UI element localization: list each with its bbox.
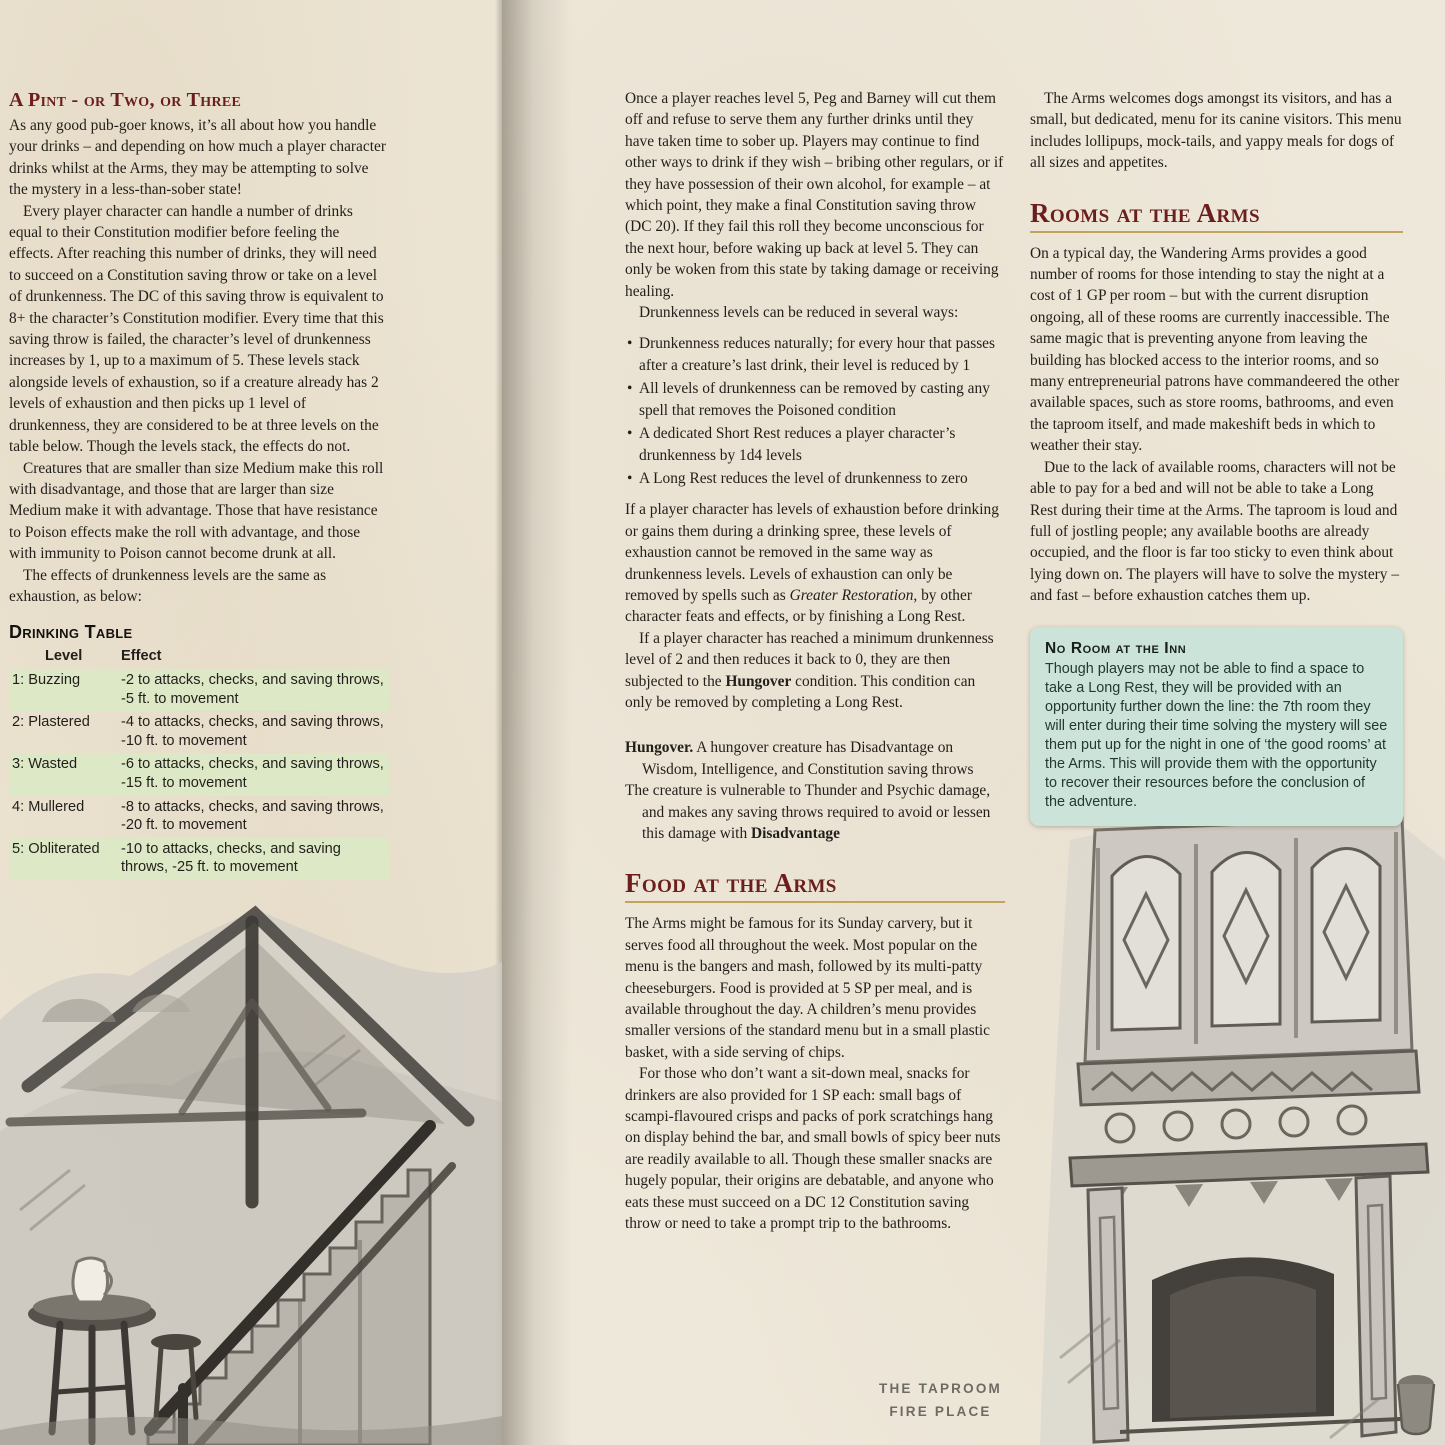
drinking-table-title: Drinking Table: [9, 622, 133, 643]
text-run: condition. This condition can only be removed by completing a Long Rest.: [625, 672, 976, 711]
heading-rooms-at-the-arms: Rooms at the Arms: [1030, 198, 1403, 233]
drinking-table: [9, 621, 387, 880]
callout-body: Though players may not be able to find a space to take a Long Rest, they will be provided with an opportunity further down the line: the 7th room they will enter during their time solving the mystery will see them put up for the night in one of ‘the good rooms’ at the Arms. This will provide them with the opportunity to recover their resources before the conclusion of the adventure.: [1045, 660, 1388, 810]
list-item: • Drunkenness reduces naturally; for every hour that passes after a creature’s last drink, their level is reduced by 1: [625, 333, 1005, 376]
table-row: [9, 796, 389, 838]
middle-column: [625, 88, 1005, 1235]
paragraph: The effects of drunkenness levels are the same as exhaustion, as below:: [9, 566, 327, 605]
caption-line: FIRE PLACE: [889, 1403, 992, 1419]
text-run: If a player character has reached a minimum drunkenness level of 2 and then reduces it back to 0, they are then subjected to the: [625, 629, 994, 690]
left-page: [0, 0, 502, 1445]
cell-effect: -10 to attacks, checks, and saving throws, -25 ft. to movement: [121, 840, 341, 876]
section-heading-a-pint: A Pint - or Two, or Three: [9, 89, 242, 111]
column-header-effect: Effect: [121, 648, 162, 665]
left-column: [9, 88, 387, 880]
cell-level: 4: Mullered: [12, 798, 85, 815]
list-item: • A dedicated Short Rest reduces a player character’s drunkenness by 1d4 levels: [625, 423, 1005, 466]
paragraph: On a typical day, the Wandering Arms provides a good number of rooms for those intending to stay the night at a cost of 1 GP per room – but with the current disruption ongoing, all of these rooms are currently inaccessible. The same magic that is preventing anyone from leaving the building has blocked access to the interior rooms, and so many entrepreneurial patrons have commandeered the other available spaces, such as store rooms, bathrooms, and even the taproom itself, and made makeshift beds in which to weather their stay.: [1030, 244, 1400, 455]
paragraph: Creatures that are smaller than size Medium make this roll with disadvantage, and those that are larger than size Medium make it with advantage. Those that have resistance to Poison effects make the roll with advantage, and those with immunity to Poison cannot become drunk at all.: [9, 459, 384, 563]
cell-effect: -4 to attacks, checks, and saving throws, -10 ft. to movement: [121, 714, 384, 749]
paragraph: As any good pub-goer knows, it’s all about how you handle your drinks – and depending on how much a player character drinks whilst at the Arms, they may be attempting to solve the mystery in a less-than-sober state!: [9, 117, 386, 199]
cell-level: 5: Obliterated: [12, 840, 100, 857]
disadvantage-bold: Disadvantage: [751, 825, 840, 842]
paragraph: For those who don’t want a sit-down meal, snacks for drinkers are also provided for 1 SP each: small bags of scampi-flavoured crisps and packs of pork scratchings hang on display behind the bar, and small bowls of spicy beer nuts are readily available to all. Though these smaller snacks are hugely popular, their origins are debatable, and anyone who eats these must succeed on a DC 12 Constitution saving throw or need to take a prompt trip to the bathrooms.: [625, 1065, 1001, 1233]
text-run: A hungover creature has Disadvantage on Wisdom, Intelligence, and Constitution saving throws: [642, 739, 974, 778]
cell-effect: -8 to attacks, checks, and saving throws, -20 ft. to movement: [121, 798, 384, 834]
cell-level: 3: Wasted: [12, 756, 78, 773]
paragraph: Drunkenness levels can be reduced in several ways:: [639, 304, 959, 322]
text-run: , by other character feats and effects, or by finishing a Long Rest.: [625, 586, 972, 626]
table-row: [9, 753, 389, 795]
no-room-at-the-inn-callout: [1030, 627, 1403, 826]
paragraph: The Arms welcomes dogs amongst its visitors, and has a small, but dedicated, menu for its canine visitors. This menu includes lollipups, mock-tails, and yappy meals for dogs of all sizes and appetites.: [1030, 90, 1402, 172]
cell-effect: -6 to attacks, checks, and saving throws, -15 ft. to movement: [121, 756, 384, 791]
paragraph: The Arms might be famous for its Sunday carvery, but it serves food all throughout the week. Most popular on the menu is the bangers and mash, followed by its multi-patty cheeseburgers. Food is provided at 5 SP per meal, and is available throughout the day. A children’s menu provides smaller versions of the standard menu but in a small plastic basket, with a side serving of chips.: [625, 915, 991, 1061]
table-row: [9, 669, 389, 711]
table-row: [9, 711, 389, 753]
illustration-caption: [868, 1378, 1013, 1423]
text-run: If a player character has levels of exhaustion before drinking or gains them during a drinking spree, these levels of exhaustion cannot be removed in the same way as drunkenness levels. Levels of exhaustion can only be removed by spells such as: [625, 501, 999, 604]
callout-title: No Room at the Inn: [1045, 639, 1187, 657]
hungover-rule-note: [625, 780, 1005, 844]
text-run: The creature is vulnerable to Thunder and Psychic damage, and makes any saving throws required to avoid or lessen this damage with: [625, 782, 991, 842]
table-row: [9, 838, 389, 880]
taproom-staircase-illustration: [0, 870, 502, 1445]
heading-food-at-the-arms: Food at the Arms: [625, 868, 1005, 903]
drinking-table-header: [9, 646, 389, 669]
paragraph: Due to the lack of available rooms, characters will not be able to pay for a bed and will not be able to take a Long Rest during their time at the Arms. The taproom is loud and full of jostling people; any available booths are already occupied, and the floor is far too sticky to even think about lying down on. The players will have to solve the mystery – and fast – before exhaustion catches them up.: [1030, 458, 1400, 605]
spell-name-italic: Greater Restoration: [789, 586, 914, 604]
right-column: [1030, 88, 1403, 826]
paragraph: Once a player reaches level 5, Peg and Barney will cut them off and refuse to serve them any further drinks until they have taken time to sober up. Players may continue to find other ways to drink if they wish – bribing other regulars, or if they have possession of their own alcohol, for example – at which point, they make a final Constitution saving throw (DC 20). If they fail this roll they become unconscious for the next hour, before waking up back at level 5. They can only be woken from this state by taking damage or receiving healing.: [625, 90, 1004, 300]
list-item: • All levels of drunkenness can be removed by casting any spell that removes the Poisoned condition: [625, 378, 1005, 421]
column-header-level: Level: [45, 648, 83, 665]
spacer: [625, 713, 1005, 737]
paragraph: [625, 499, 1005, 627]
condition-name-bold: Hungover.: [625, 739, 694, 757]
drunkenness-reduction-list: [625, 333, 1005, 489]
cell-effect: -2 to attacks, checks, and saving throws, -5 ft. to movement: [121, 671, 384, 707]
hungover-rule-note: [625, 737, 1005, 780]
list-item: • A Long Rest reduces the level of drunkenness to zero: [625, 468, 1005, 489]
paragraph: Every player character can handle a number of drinks equal to their Constitution modifier before feeling the effects. After reaching this number of drinks, they will need to succeed on a Constitution saving throw or take on a level of drunkenness. The DC of this saving throw is equivalent to 8+ the character’s Constitution modifier. Every time that this saving throw is failed, the character’s level of drunkenness increases by 1, up to a maximum of 5. These levels stack alongside levels of exhaustion, so if a creature already has 2 levels of exhaustion and then picks up 1 level of drunkenness, they are considered to be at three levels on the table below. Though the levels stack, the effects do not.: [9, 202, 384, 456]
condition-name-bold: Hungover: [725, 672, 792, 690]
cell-level: 2: Plastered: [12, 714, 90, 731]
cell-level: 1: Buzzing: [12, 671, 81, 688]
paragraph: [625, 628, 1005, 714]
caption-line: THE TAPROOM: [879, 1381, 1002, 1396]
